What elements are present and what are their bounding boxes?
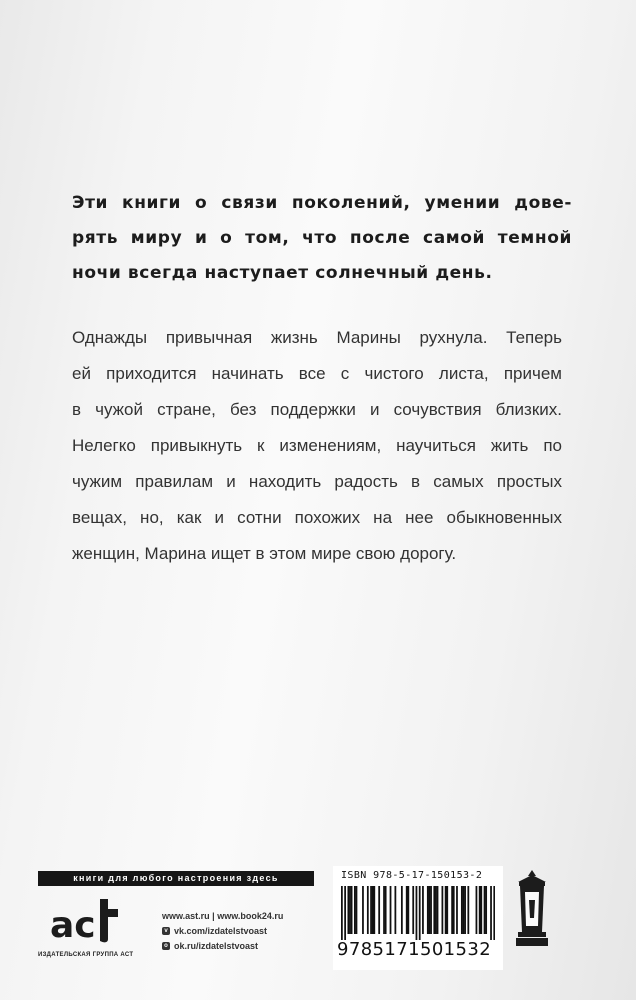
description-line: женщин, Марина ищет в этом мире свою дорогу. xyxy=(72,544,457,563)
websites-link[interactable]: www.ast.ru | www.book24.ru xyxy=(162,910,284,921)
barcode-bar xyxy=(456,886,458,934)
lead-paragraph xyxy=(72,186,572,291)
logo-text: ac xyxy=(50,905,96,945)
description-line: чужим правилам и находить радость в самых простых xyxy=(72,472,562,491)
barcode-bar xyxy=(435,886,437,934)
barcode-bar xyxy=(347,886,349,934)
barcode-bar xyxy=(354,886,356,934)
barcode-bar xyxy=(484,886,486,934)
barcode-bar xyxy=(451,886,453,934)
ok-link-text: ok.ru/izdatelstvoast xyxy=(174,940,259,951)
barcode-bar xyxy=(480,886,482,934)
description-line: Однажды привычная жизнь Марины рухнула. Теперь xyxy=(72,328,562,347)
description-line: в чужой стране, без поддержки и сочувствия близких. xyxy=(72,400,562,419)
barcode-bar xyxy=(412,886,414,934)
barcode-bar xyxy=(485,886,487,934)
barcode-bar xyxy=(372,886,374,934)
publisher-links xyxy=(162,908,283,953)
barcode-bar xyxy=(378,886,380,934)
barcode-bar xyxy=(356,886,358,934)
lead-line: ночи всегда наступает солнечный день. xyxy=(72,263,493,283)
publisher-name: ИЗДАТЕЛЬСКАЯ ГРУППА АСТ xyxy=(38,952,134,958)
vk-link[interactable] xyxy=(162,923,283,938)
barcode-bar xyxy=(461,886,463,934)
barcode-bar xyxy=(437,886,439,934)
barcode-bar xyxy=(476,886,478,934)
barcode-bar xyxy=(367,886,369,934)
barcode-bar xyxy=(344,886,346,940)
barcode-bar xyxy=(464,886,466,934)
lantern-icon xyxy=(512,870,552,948)
barcode-bar xyxy=(390,886,392,934)
description-paragraph xyxy=(72,320,562,572)
barcode-bar xyxy=(385,886,387,934)
barcode-bar xyxy=(373,886,375,934)
lead-line: рять миру и о том, что после самой темной xyxy=(72,228,572,248)
barcode-bar xyxy=(445,886,447,934)
odnoklassniki-icon: o xyxy=(162,942,170,950)
barcode-bar xyxy=(493,886,495,940)
description-line: ей приходится начинать все с чистого листа, причем xyxy=(72,364,562,383)
barcode-bar xyxy=(479,886,481,934)
barcode-bar xyxy=(446,886,448,934)
barcode-bar xyxy=(394,886,396,934)
ok-link[interactable] xyxy=(162,938,283,953)
vk-icon: v xyxy=(162,927,170,935)
vk-link-text: vk.com/izdatelstvoast xyxy=(174,925,268,936)
isbn-label: ISBN 978-5-17-150153-2 xyxy=(341,870,483,881)
barcode-bar xyxy=(406,886,408,934)
barcode-bar xyxy=(351,886,353,934)
barcode-bar xyxy=(349,886,351,934)
ast-logo xyxy=(48,895,128,945)
barcode-bar xyxy=(362,886,364,934)
barcode-bar xyxy=(442,886,444,934)
barcode-bar xyxy=(341,886,343,940)
barcode-bar xyxy=(467,886,469,934)
barcode-bar xyxy=(383,886,385,934)
barcode-bar xyxy=(416,886,418,940)
isbn-barcode-box xyxy=(333,866,503,970)
description-line: вещах, но, как и сотни похожих на нее обыкновенных xyxy=(72,508,562,527)
barcode-bar xyxy=(422,886,424,934)
barcode-bar xyxy=(419,886,421,940)
barcode-bar xyxy=(490,886,492,940)
barcode-bar xyxy=(433,886,435,934)
barcode-bar xyxy=(427,886,429,934)
barcode-bar xyxy=(430,886,432,934)
barcode-bar xyxy=(407,886,409,934)
barcode-bar xyxy=(453,886,455,934)
lead-line: Эти книги о связи поколений, умении дове- xyxy=(72,193,572,213)
description-line: Нелегко привыкнуть к изменениям, научиться жить по xyxy=(72,436,562,455)
barcode-bar xyxy=(463,886,465,934)
barcode-digits: 9785171501532 xyxy=(337,939,492,960)
barcode-bar xyxy=(370,886,372,934)
barcode-bar xyxy=(429,886,431,934)
barcode xyxy=(341,886,495,940)
barcode-bar xyxy=(401,886,403,934)
tagline-bar: книги для любого настроения здесь xyxy=(38,871,314,886)
